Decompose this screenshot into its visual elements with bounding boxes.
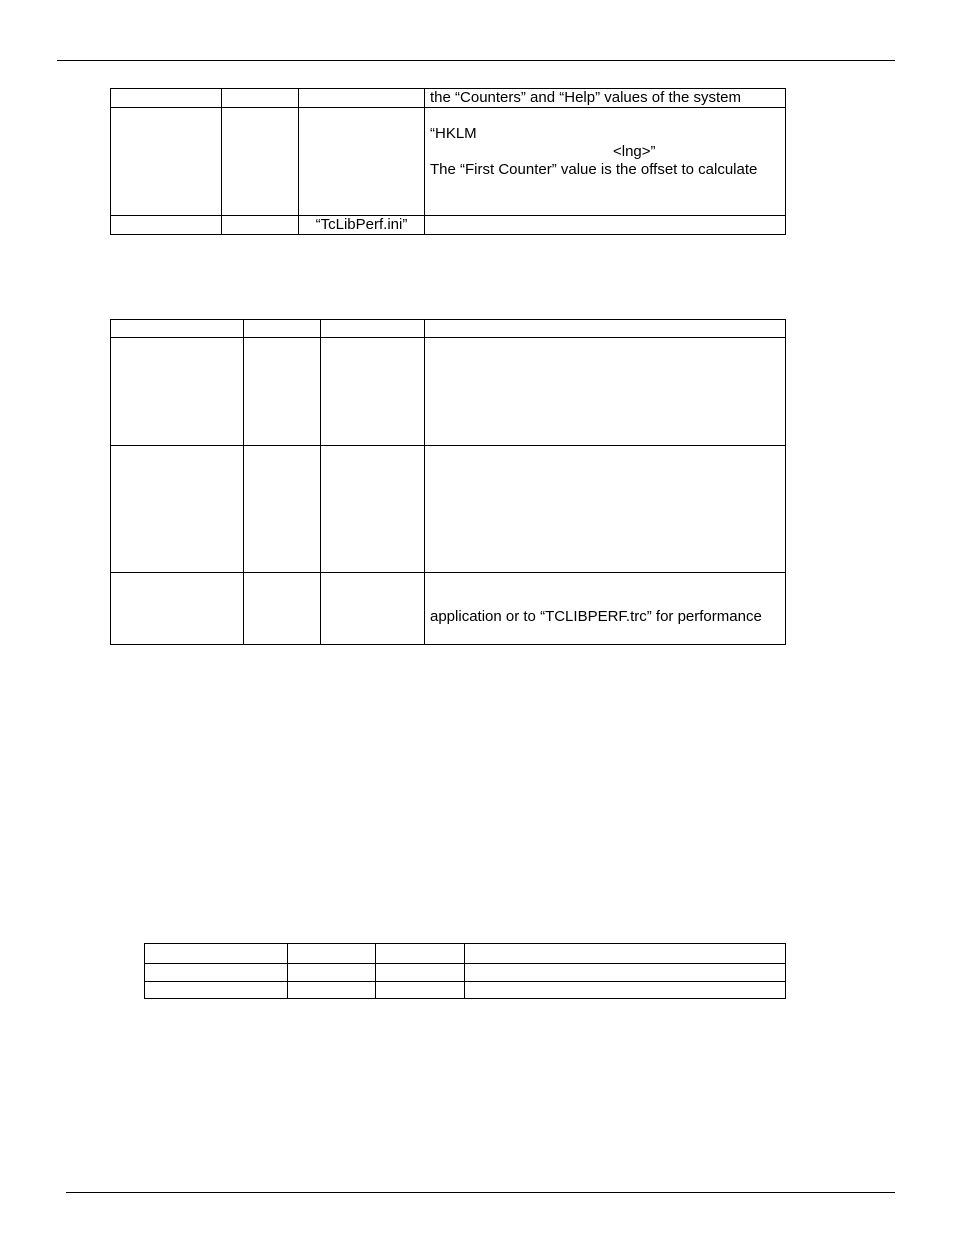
cell-description — [425, 573, 786, 645]
table-row — [111, 338, 786, 446]
trace-file-text: application or to “TCLIBPERF.trc” for performance — [430, 608, 762, 625]
cell-description: the “Counters” and “Help” values of the system — [425, 89, 786, 108]
table-row — [111, 108, 786, 216]
footer-rule — [66, 1192, 895, 1193]
table-row — [111, 573, 786, 645]
table-row — [111, 89, 786, 108]
cell-description — [425, 108, 786, 216]
trace-settings-table — [110, 319, 786, 645]
registry-key-lang-text: <lng>” — [613, 143, 656, 160]
header-rule — [57, 60, 895, 61]
registry-key-text: “HKLM — [430, 125, 477, 142]
registry-settings-table — [110, 88, 786, 235]
table-row — [111, 320, 786, 338]
table-row — [145, 982, 786, 999]
cell-default-value: “TcLibPerf.ini” — [299, 216, 425, 235]
small-settings-table — [144, 943, 786, 999]
table-row — [145, 964, 786, 982]
first-counter-text: The “First Counter” value is the offset to calculate — [430, 161, 758, 178]
table-row — [145, 944, 786, 964]
table-row — [111, 446, 786, 573]
table-row — [111, 216, 786, 235]
